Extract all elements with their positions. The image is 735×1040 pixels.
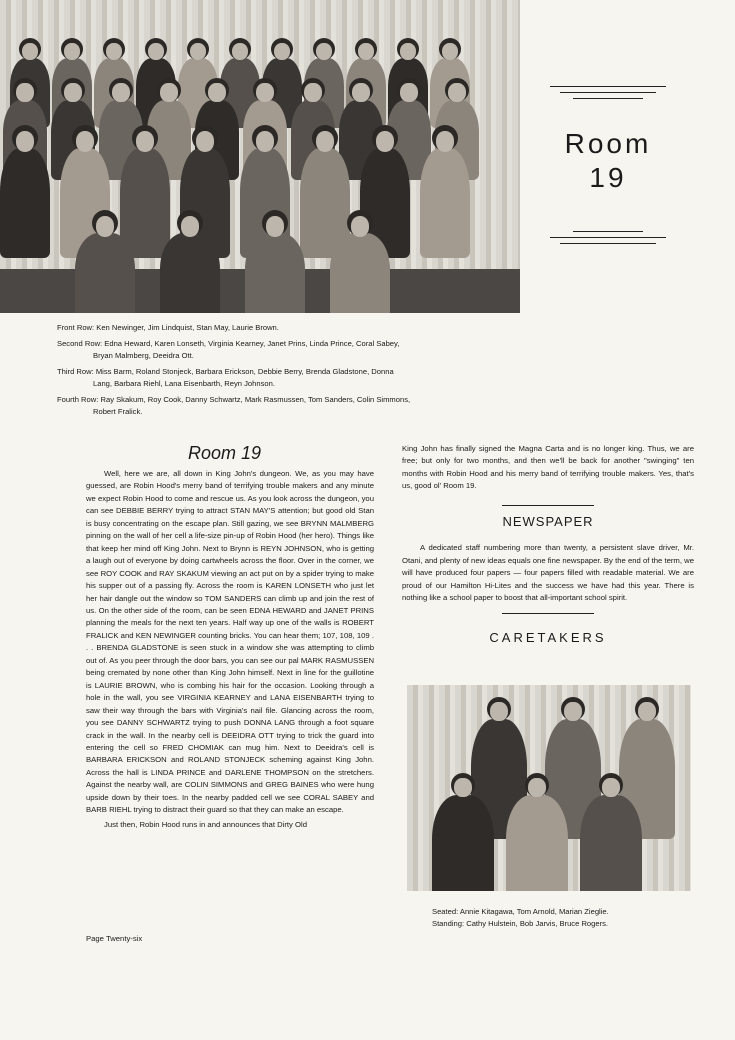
person-body: [432, 795, 494, 891]
standing-names: Cathy Hulstein, Bob Jarvis, Bruce Rogers.: [466, 918, 609, 928]
person-face: [256, 131, 275, 152]
article-paragraph: Well, here we are, all down in King John's dungeon. We, as you may have guessed, are Robin Hood's merry band of terrifying trouble makers and any minute we expect Robin Hood to come and rescue us. As you look across the dungeon, you can see DEBBIE BERRY trying to attract STAN MAY'S attention; but good old Stan is busy concentrating on the escape plan. Still gazing, we see BRYNN MALMBERG pinning on the wall of her cell a life-size pin-up of Robin Hood (her hero). Things like that keep her mind off King John. Next to Brynn is REYN JOHNSON, who is getting a laugh out of everyone by doing cartwheels across the floor. Over in the corner, we see ROY COOK and RAY SKAKUM viewing an act put on by a spider trying to make his supper out of a passing fly. Across the room is KAREN LONSETH who just let her hair dangle out the window so TOM SANDERS can climb up and join the rest of us. On the other side of the room, can be seen EDNA HEWARD and JANET PRINS planning the meals for the next ten years. Half way up one of the walls is ROBERT FRALICK and KEN NEWINGER counting bricks. You can hear them; 107, 108, 109 . . . BRENDA GLADSTONE is seen stuck in a window she was attempting to climb out of. As you peer through the door bars, you can see our pal MARK RASMUSSEN being cremated by none other than King John himself. Next in line for the guillotine is LAURIE BROWN, who is combing his hair for the occasion. Looking through a hole in the wall, you see VIRGINIA KEARNEY and LANA EISENBARTH trying to saw their way through the bars with Virginia's nail file. Glancing across the room, you see DANNY SCHWARTZ trying to push DONNA LANG through a foot square crack in the wall. In the nearby cell is DEEIDRA OTT trying to trick the guard into entering the cell so FRED CHOMIAK can mug him. Next to Deeidra's cell is BARBARA ERICKSON and ROLAND STONJECK scheming against King John. Across the hall is LINDA PRINCE and DARLENE THOMPSON on the stretchers. Against the nearby wall, are COLIN SIMMONS and GREG BAINES who were hung upside down by their toes. In the nearby padded cell we see CORAL SABEY and BARB RIEHL trying to distract their guard so that they can make an escape.: [86, 469, 374, 815]
caption-row-names-cont: Bryan Malmberg, Deeidra Ott.: [93, 351, 194, 360]
title-rule: [560, 243, 656, 244]
caretakers-caption: [432, 906, 609, 929]
caption-row-names: Ray Skakum, Roy Cook, Danny Schwartz, Mark Rasmussen, Tom Sanders, Colin Simmons,: [100, 395, 411, 404]
person-face: [22, 43, 38, 61]
caption-row: [57, 322, 507, 334]
caption-row-label: Front Row:: [57, 323, 95, 332]
person-face: [112, 83, 129, 102]
caption-row-names: Miss Barm, Roland Stonjeck, Barbara Erickson, Debbie Berry, Brenda Gladstone, Donna: [95, 367, 394, 376]
article-heading: Room 19: [188, 443, 262, 463]
person-face: [136, 131, 155, 152]
caption-row-label: Third Row:: [57, 367, 94, 376]
person-body: [160, 233, 220, 313]
newspaper-paragraph: A dedicated staff numbering more than twenty, a persistent slave driver, Mr. Otani, and plenty of new ideas equals one fine newspaper. By the end of the term, we will have produced four papers — four papers filled with readable material. We are proud of our Hamilton Hi-Lites and the success we have had this year. There is nothing like a school paper to boost that all-important school spirit.: [402, 543, 694, 603]
person-face: [148, 43, 164, 61]
page-number: Page Twenty-six: [86, 934, 143, 943]
section-title-number: 19: [589, 162, 627, 193]
caretakers-seated-line: [432, 906, 609, 918]
caption-row: [57, 394, 507, 418]
person-body: [506, 795, 568, 891]
person-face: [208, 83, 225, 102]
title-rule: [573, 231, 643, 232]
person-face: [64, 83, 81, 102]
title-rule: [573, 98, 643, 99]
caption-row-names: Edna Heward, Karen Lonseth, Virginia Kearney, Janet Prins, Linda Prince, Coral Sabey,: [104, 339, 400, 348]
caretakers-standing-line: [432, 918, 609, 930]
person-face: [64, 43, 80, 61]
caption-row-names-cont: Robert Fralick.: [93, 407, 143, 416]
caption-row-label: Fourth Row:: [57, 395, 99, 404]
section-title-block: [548, 86, 668, 244]
divider: [502, 613, 594, 614]
person-body: [580, 795, 642, 891]
person-body: [245, 233, 305, 313]
caption-row-names: Ken Newinger, Jim Lindquist, Stan May, Laurie Brown.: [96, 323, 279, 332]
person-face: [448, 83, 465, 102]
person-face: [442, 43, 458, 61]
person-face: [16, 83, 33, 102]
class-photo: [0, 0, 520, 313]
person-face: [358, 43, 374, 61]
person-face: [106, 43, 122, 61]
article-right-column: [402, 443, 694, 644]
caretakers-photo: [407, 685, 691, 891]
caption-row-names-cont: Lang, Barbara Riehl, Lana Eisenbarth, Reyn Johnson.: [93, 379, 275, 388]
person-face: [232, 43, 248, 61]
person-face: [352, 83, 369, 102]
person-face: [528, 778, 545, 797]
person-face: [160, 83, 177, 102]
person-body: [0, 148, 50, 258]
person-face: [266, 216, 285, 237]
person-face: [436, 131, 455, 152]
person-face: [400, 83, 417, 102]
person-face: [274, 43, 290, 61]
person-face: [76, 131, 95, 152]
caption-row-label: Second Row:: [57, 339, 103, 348]
person-body: [330, 233, 390, 313]
person-face: [351, 216, 370, 237]
title-rule: [550, 86, 666, 87]
section-title-room: Room: [564, 128, 652, 159]
person-face: [16, 131, 35, 152]
person-face: [190, 43, 206, 61]
class-photo-caption: [57, 322, 507, 422]
person-face: [316, 43, 332, 61]
standing-label: Standing:: [432, 918, 465, 928]
person-face: [638, 702, 655, 721]
person-face: [564, 702, 581, 721]
person-face: [400, 43, 416, 61]
newspaper-heading: NEWSPAPER: [502, 513, 594, 529]
person-face: [96, 216, 115, 237]
person-face: [256, 83, 273, 102]
title-rule: [550, 237, 666, 238]
person-face: [490, 702, 507, 721]
person-face: [602, 778, 619, 797]
person-face: [304, 83, 321, 102]
caption-row: [57, 338, 507, 362]
seated-names: Annie Kitagawa, Tom Arnold, Marian Zieglie.: [459, 907, 609, 916]
title-rule: [560, 92, 656, 93]
person-body: [75, 233, 135, 313]
divider: [502, 505, 594, 506]
person-face: [196, 131, 215, 152]
seated-label: Seated:: [432, 907, 459, 916]
caretakers-heading: CARETAKERS: [489, 629, 607, 645]
person-body: [420, 148, 470, 258]
article-paragraph: Just then, Robin Hood runs in and announces that Dirty Old: [104, 819, 307, 829]
person-face: [376, 131, 395, 152]
person-face: [181, 216, 200, 237]
person-face: [316, 131, 335, 152]
article-left-column: [86, 468, 374, 831]
caption-row: [57, 366, 507, 390]
article-continuation: King John has finally signed the Magna Carta and is no longer king. Thus, we are free; but only for two months, and then we'll be back for another "swinging" ten months with Robin Hood and his merry band of terrifying trouble makers. Yes, that's us, good ol' Room 19.: [402, 444, 694, 491]
person-face: [454, 778, 471, 797]
